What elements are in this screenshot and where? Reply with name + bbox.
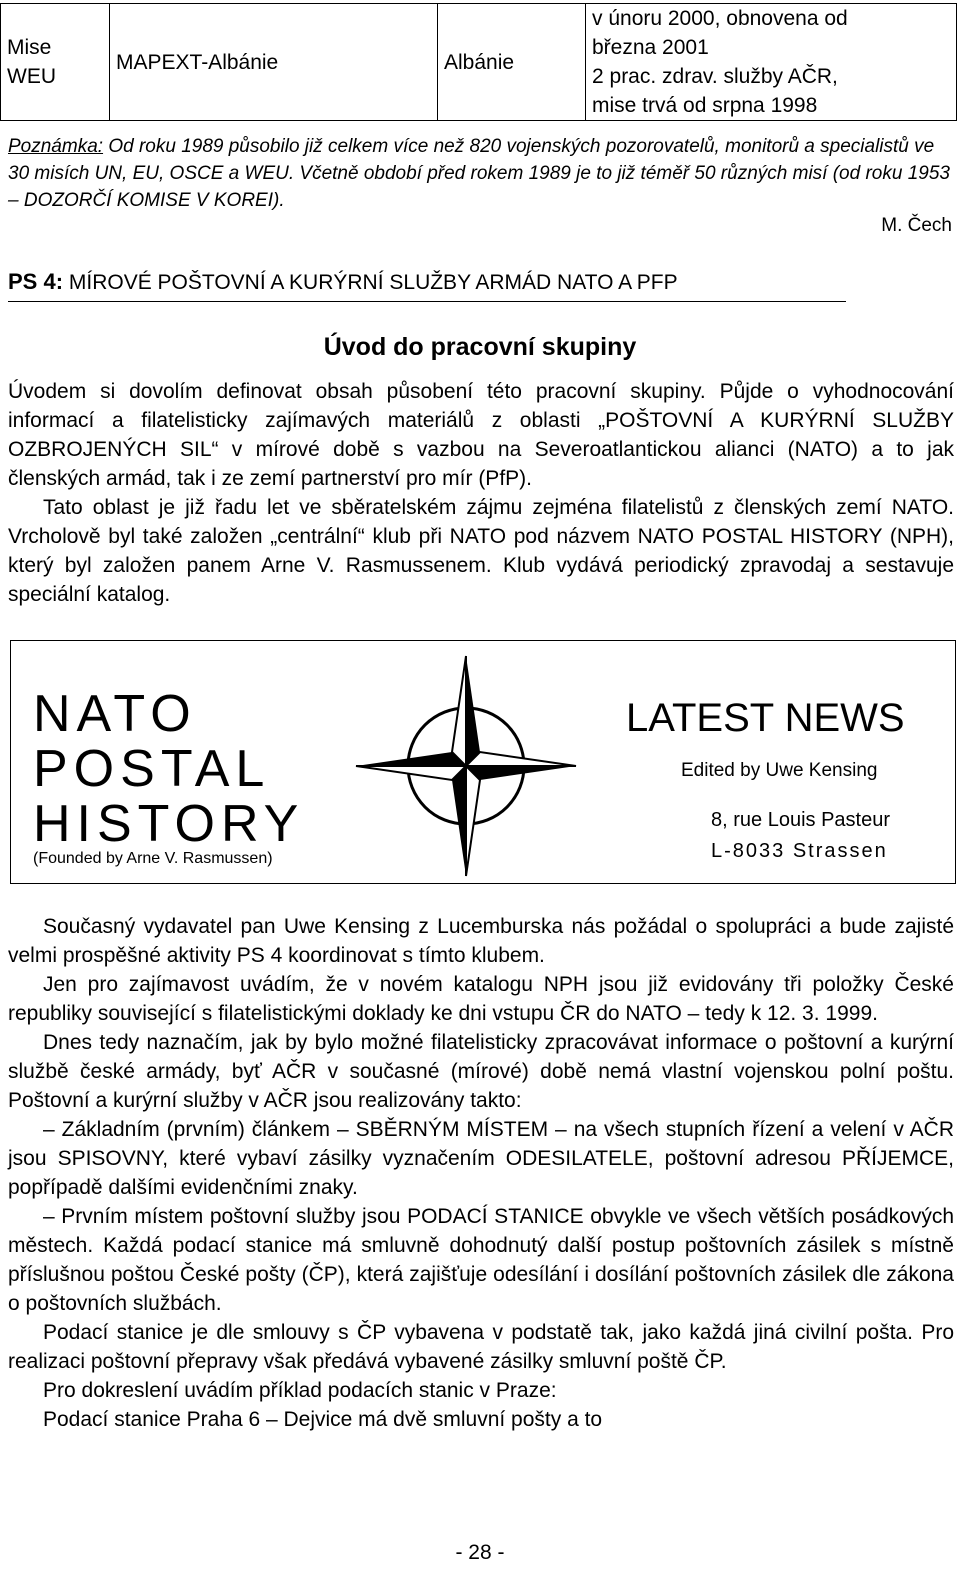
cell-line: 2 prac. zdrav. služby AČR, — [592, 65, 838, 88]
table-cell-name: MAPEXT-Albánie — [110, 4, 438, 121]
cell-line: března 2001 — [592, 36, 709, 59]
paragraph: Tato oblast je již řadu let ve sběratelském zájmu zejména filatelistů z členských zemí NATO. Vrcholově byl také založen „centrální“ klub při NATO pod názvem NATO POSTAL HISTORY (NPH), který byl založen panem Arne V. Rasmussenem. Klub vydává periodický zpravodaj a sestavuje speciální katalog. — [8, 496, 954, 606]
cell-line: mise trvá od srpna 1998 — [592, 94, 818, 117]
paragraph: Dnes tedy naznačím, jak by bylo možné filatelisticky zpracovávat informace o poštovní a kurýrní službě české armády, byť AČR v současné (mírové) době nemá vlastní vojenskou polní poštu. Poštovní a kurýrní služby v AČR jsou realizovány takto: — [8, 1031, 954, 1112]
nph-logo-image — [10, 640, 956, 884]
note-label: Poznámka: — [8, 136, 104, 157]
logo-founded: (Founded by Arne V. Rasmussen) — [33, 850, 273, 867]
logo-address: 8, rue Louis Pasteur — [711, 809, 890, 831]
paragraph: Podací stanice je dle smlouvy s ČP vybavena v podstatě tak, jako každá jiná civilní pošta. Pro realizaci poštovní přepravy však předává vybavené zásilky smluvní poště ČP. — [8, 1321, 954, 1373]
nato-compass-star-icon — [356, 656, 576, 876]
paragraph: – Základním (prvním) článkem – SBĚRNÝM MÍSTEM – na všech stupních řízení a velení v AČR jsou SPISOVNY, které vybaví zásilky vyznačením ODESILATELE, poštovní adresou PŘÍJEMCE, popřípadě dalšími evidenčními znaky. — [8, 1118, 954, 1199]
cell-line: v únoru 2000, obnovena od — [592, 7, 848, 30]
page-heading: Úvod do pracovní skupiny — [323, 333, 637, 361]
note-text: Od roku 1989 působilo již celkem více než 820 vojenských pozorovatelů, monitorů a specialistů ve 30 misích UN, EU, OSCE a WEU. Včetně období před rokem 1989 je to již téměř 50 různých misí (od roku 1953 – DOZORČÍ KOMISE V KOREI). — [8, 136, 950, 211]
cell-line: Mise — [7, 36, 52, 59]
missions-table — [0, 3, 957, 121]
paragraph: Úvodem si dovolím definovat obsah působení této pracovní skupiny. Půjde o vyhodnocování informací a filatelisticky zajímavých materiálů z oblasti „POŠTOVNÍ A KURÝRNÍ SLUŽBY OZBROJENÝCH SIL“ v mírové době s vazbou na Severoatlantickou alianci (NATO) a to jak členských armád, tak i ze zemí partnerství pro mír (PfP). — [8, 380, 954, 490]
table-cell-country: Albánie — [438, 4, 586, 121]
logo-edited: Edited by Uwe Kensing — [681, 760, 878, 781]
section-title — [8, 269, 678, 295]
logo-left-line: HISTORY — [33, 795, 305, 853]
table-row — [1, 4, 957, 121]
intro-text — [8, 377, 954, 609]
paragraph: Podací stanice Praha 6 – Dejvice má dvě smluvní pošty a to — [43, 1408, 603, 1431]
paragraph: – Prvním místem poštovní služby jsou PODACÍ STANICE obvykle ve všech větších posádkových městech. Každá podací stanice má smluvně dohodnutý další postup poštovních zásilek s místně příslušnou poštou České pošty (ČP), která zajišťuje odesílání i dosílání poštovních zásilek dle zákona o poštovních službách. — [8, 1205, 954, 1315]
cell-line: WEU — [7, 65, 56, 88]
paragraph: Současný vydavatel pan Uwe Kensing z Lucemburska nás požádal o spolupráci a bude zajisté velmi prospěšné aktivity PS 4 koordinovat s tímto klubem. — [8, 915, 954, 967]
section-divider — [8, 301, 846, 302]
logo-left-line: POSTAL — [33, 740, 271, 798]
paragraph: Pro dokreslení uvádím příklad podacích stanic v Praze: — [43, 1379, 557, 1402]
paragraph: Jen pro zajímavost uvádím, že v novém katalogu NPH jsou již evidovány tři položky České republiky související s filatelistickými doklady ke dni vstupu ČR do NATO – tedy k 12. 3. 1999. — [8, 973, 954, 1025]
note — [8, 133, 952, 214]
logo-right-title: LATEST NEWS — [626, 696, 905, 740]
section-label: PS 4: — [8, 269, 64, 294]
section-title-text: MÍROVÉ POŠTOVNÍ A KURÝRNÍ SLUŽBY ARMÁD NATO A PFP — [63, 271, 678, 294]
body-text — [8, 912, 954, 1434]
nph-logo-graphic — [11, 641, 955, 883]
logo-address: L-8033 Strassen — [711, 840, 888, 862]
page-number: - 28 - — [455, 1541, 505, 1564]
logo-left-line: NATO — [33, 685, 197, 743]
table-cell-info — [586, 4, 957, 121]
table-cell-mission — [1, 4, 110, 121]
author: M. Čech — [881, 215, 952, 236]
